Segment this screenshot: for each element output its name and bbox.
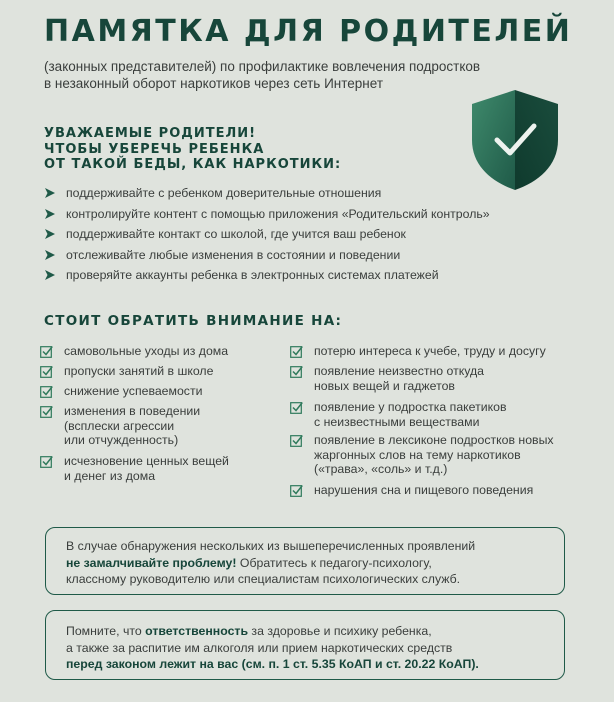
appeal-line: ЧТОБЫ УБЕРЕЧЬ РЕБЕНКА xyxy=(44,141,265,157)
sign-item xyxy=(290,483,533,498)
notice-box-responsibility xyxy=(45,610,565,680)
checkbox-checked-icon xyxy=(290,484,303,497)
page-subtitle xyxy=(44,58,584,92)
tip-item xyxy=(44,245,490,266)
sign-text: жаргонных слов на тему наркотиков xyxy=(314,447,521,462)
arrow-icon xyxy=(44,208,56,220)
sign-text: потерю интереса к учебе, труду и досугу xyxy=(314,344,546,358)
appeal-line: ОТ ТАКОЙ БЕДЫ, КАК НАРКОТИКИ: xyxy=(44,157,342,172)
checkbox-checked-icon xyxy=(40,405,53,418)
sign-item xyxy=(40,344,228,359)
tip-text: проверяйте аккаунты ребенка в электронных системах платежей xyxy=(66,268,439,283)
attention-heading: СТОИТ ОБРАТИТЬ ВНИМАНИЕ НА: xyxy=(44,313,343,329)
notice-line: классному руководителю или специалистам психологических служб. xyxy=(66,572,461,586)
notice-line xyxy=(66,623,544,640)
notice-box-problem xyxy=(45,527,565,595)
checkbox-checked-icon xyxy=(290,365,303,378)
appeal-line: УВАЖАЕМЫЕ РОДИТЕЛИ! xyxy=(44,126,257,141)
tips-list xyxy=(44,183,490,286)
notice-text: Помните, что xyxy=(66,624,146,638)
sign-text: и денег из дома xyxy=(64,468,156,483)
tip-item xyxy=(44,265,490,286)
sign-item xyxy=(40,404,200,448)
tip-text: отслеживайте любые изменения в состоянии и поведении xyxy=(66,247,401,262)
sign-text: нарушения сна и пищевого поведения xyxy=(314,483,534,497)
checkbox-checked-icon xyxy=(290,434,303,447)
sign-text: изменения в поведении xyxy=(64,404,201,418)
sign-text: (всплески агрессии xyxy=(64,418,175,433)
arrow-icon xyxy=(44,269,56,281)
tip-item xyxy=(44,183,490,204)
sign-text: исчезновение ценных вещей xyxy=(64,454,229,468)
checkbox-checked-icon xyxy=(290,345,303,358)
notice-line xyxy=(66,555,544,572)
checkbox-checked-icon xyxy=(40,455,53,468)
sign-text: самовольные уходы из дома xyxy=(64,344,229,358)
tip-text: поддерживайте с ребенком доверительные отношения xyxy=(66,186,382,201)
sign-item xyxy=(40,384,202,399)
arrow-icon xyxy=(44,187,56,199)
checkbox-checked-icon xyxy=(40,385,53,398)
subtitle-line: в незаконный оборот наркотиков через сеть Интернет xyxy=(44,76,383,91)
sign-text: новых вещей и гаджетов xyxy=(314,378,455,393)
sign-text: или отчужденность) xyxy=(64,433,179,447)
subtitle-line: (законных представителей) по профилактике вовлечения подростков xyxy=(44,59,481,74)
sign-text: появление в лексиконе подростков новых xyxy=(314,433,554,447)
sign-text: появление неизвестно откуда xyxy=(314,364,485,378)
sign-item xyxy=(40,454,229,483)
checkbox-checked-icon xyxy=(290,401,303,414)
notice-line: а также за распитие им алкоголя или прием наркотических средств xyxy=(66,640,453,655)
tip-item xyxy=(44,224,490,245)
arrow-icon xyxy=(44,228,56,240)
tip-text: поддерживайте контакт со школой, где учится ваш ребенок xyxy=(66,227,406,242)
notice-text: Обратитесь к педагогу-психологу, xyxy=(236,555,432,570)
sign-text: появление у подростка пакетиков xyxy=(314,400,507,414)
shield-check-icon xyxy=(470,88,560,192)
tip-text: контролируйте контент с помощью приложения «Родительский контроль» xyxy=(66,206,490,221)
sign-item xyxy=(40,364,213,379)
sign-item xyxy=(290,344,546,359)
checkbox-checked-icon xyxy=(40,365,53,378)
notice-emphasis: не замалчивайте проблему! xyxy=(66,555,237,570)
sign-item xyxy=(290,400,507,429)
sign-text: пропуски занятий в школе xyxy=(64,364,214,378)
checkbox-checked-icon xyxy=(40,345,53,358)
appeal-heading xyxy=(44,126,341,173)
sign-text: («трава», «соль» и т.д.) xyxy=(314,462,448,476)
tip-item xyxy=(44,204,490,225)
arrow-icon xyxy=(44,249,56,261)
notice-line-law: перед законом лежит на вас (см. п. 1 ст. 5.35 КоАП и ст. 20.22 КоАП). xyxy=(66,657,479,671)
notice-text: за здоровье и психику ребенка, xyxy=(248,624,432,638)
notice-line: В случае обнаружения нескольких из вышеперечисленных проявлений xyxy=(66,539,476,553)
sign-text: с неизвестными веществами xyxy=(314,414,480,429)
notice-emphasis: ответственность xyxy=(145,624,249,638)
sign-item xyxy=(290,364,484,393)
page-title: ПАМЯТКА ДЛЯ РОДИТЕЛЕЙ xyxy=(44,14,573,49)
sign-text: снижение успеваемости xyxy=(64,384,203,398)
sign-item xyxy=(290,433,554,477)
